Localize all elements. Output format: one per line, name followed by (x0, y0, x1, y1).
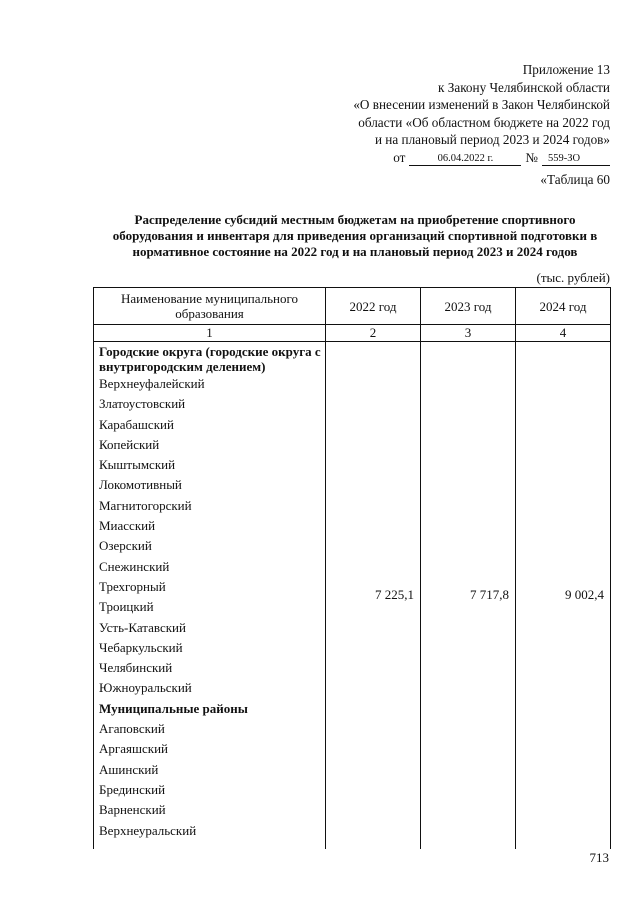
table-row: Чебаркульский (94, 638, 326, 658)
registration-line (290, 149, 610, 167)
appendix-line-4: области «Об областном бюджете на 2022 год (358, 114, 610, 130)
table-row: Южноуральский (94, 678, 326, 698)
table-row: Ашинский (94, 760, 326, 780)
table-row: Златоустовский (94, 394, 326, 414)
number-label: № (525, 149, 538, 165)
table-row: Челябинский (94, 658, 326, 678)
units-label: (тыс. рублей) (536, 270, 610, 285)
column-number-1: 1 (94, 325, 326, 342)
group-heading-city-districts: Городские округа (городские округа с внутригородским делением) (94, 342, 326, 375)
value-2023: 7 717,8 (421, 342, 516, 849)
column-header-name: Наименование муниципального образования (94, 288, 326, 325)
table-row: Трехгорный (94, 577, 326, 597)
table-row: Аргаяшский (94, 739, 326, 759)
from-label: от (393, 149, 406, 165)
value-2024: 9 002,4 (516, 342, 611, 849)
appendix-header (290, 61, 610, 166)
table-row: Магнитогорский (94, 496, 326, 516)
table-row: Миасский (94, 516, 326, 536)
law-number: 559-ЗО (542, 152, 610, 166)
column-header-2023: 2023 год (421, 288, 516, 325)
subsidy-table (93, 287, 611, 849)
table-row: Брединский (94, 780, 326, 800)
table-row: Карабашский (94, 415, 326, 435)
appendix-line-2: к Закону Челябинской области (438, 79, 610, 95)
table-row: Варненский (94, 800, 326, 820)
table-label: «Таблица 60 (540, 172, 610, 187)
column-number-4: 4 (516, 325, 611, 342)
column-header-2022: 2022 год (326, 288, 421, 325)
document-title: Распределение субсидий местным бюджетам на приобретение спортивного оборудования и инвентаря для приведения организаций спортивной подготовки в нормативное состояние на 2022 год и на плановый период 2023 и 2024 годов (112, 212, 598, 260)
table-row: Троицкий (94, 597, 326, 617)
group-heading-municipal-districts: Муниципальные районы (94, 699, 326, 719)
column-header-2024: 2024 год (516, 288, 611, 325)
column-number-3: 3 (421, 325, 516, 342)
law-date: 06.04.2022 г. (409, 152, 521, 166)
table-row: Снежинский (94, 557, 326, 577)
table-row: Локомотивный (94, 475, 326, 495)
table-row: Озерский (94, 536, 326, 556)
table-row: Верхнеуральский (94, 821, 326, 841)
appendix-line-3: «О внесении изменений в Закон Челябинской (353, 97, 610, 112)
page-number: 713 (589, 850, 609, 865)
value-2022: 7 225,1 (326, 342, 421, 849)
table-row: Копейский (94, 435, 326, 455)
table-row: Агаповский (94, 719, 326, 739)
column-number-2: 2 (326, 325, 421, 342)
table-continuation (94, 841, 326, 849)
table-row: Верхнеуфалейский (94, 374, 326, 394)
table-row: Усть-Катавский (94, 618, 326, 638)
table-row: Кыштымский (94, 455, 326, 475)
appendix-line-5: и на плановый период 2023 и 2024 годов» (374, 132, 610, 147)
appendix-number: Приложение 13 (522, 62, 610, 77)
